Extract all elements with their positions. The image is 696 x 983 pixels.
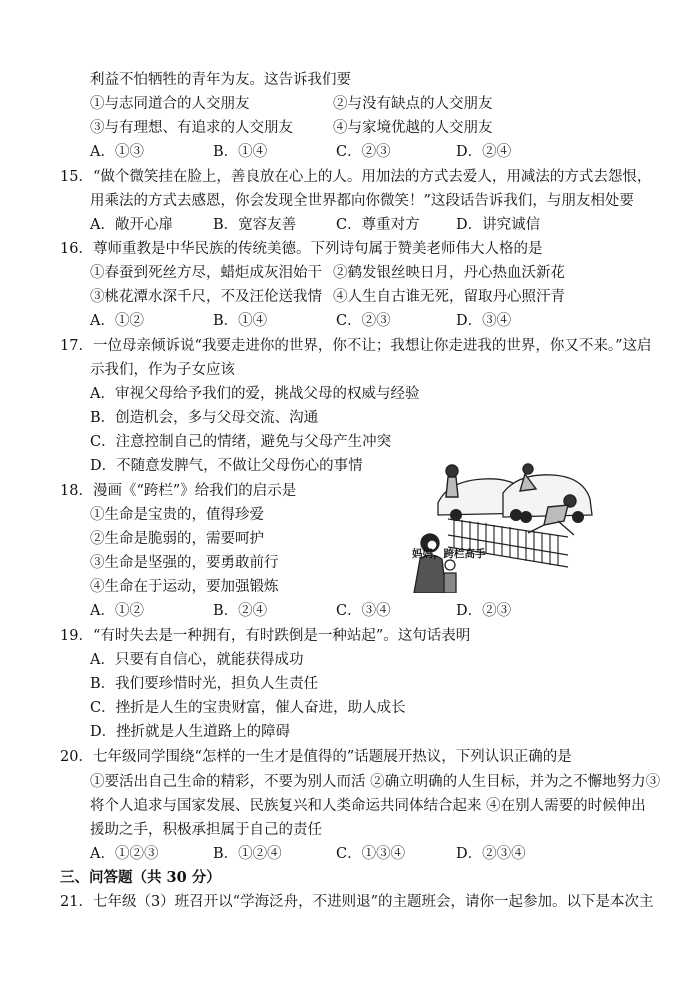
q14-item-3: ③与有理想、有追求的人交朋友 [90, 120, 293, 136]
q18-option-a[interactable]: A．①② [90, 603, 144, 619]
q14-tail: 利益不怕牺牲的青年为友。这告诉我们要 [90, 72, 351, 88]
q18-option-c[interactable]: C．③④ [336, 603, 391, 619]
q15-stem-line-1: 15．“做个微笑挂在脸上，善良放在心上的人。用加法的方式去爱人，用减法的方式去怨恨， [60, 169, 652, 185]
q18-option-b[interactable]: B．②④ [213, 603, 268, 619]
q17-stem-line-1: 17．一位母亲倾诉说“我要走进你的世界，你不让；我想让你走进我的世界，你又不来。”这启 [60, 338, 652, 354]
q20-stem: 20．七年级同学围绕“怎样的一生才是值得的”话题展开热议，下列认识正确的是 [60, 749, 572, 765]
comic-drawing [408, 463, 598, 593]
q15-option-b[interactable]: B．宽容友善 [213, 217, 297, 233]
q14-item-4: ④与家境优越的人交朋友 [333, 120, 493, 136]
q14-option-d[interactable]: D．②④ [456, 144, 512, 160]
q16-option-a[interactable]: A．①② [90, 313, 144, 329]
q18-stem: 18．漫画《“跨栏”》给我们的启示是 [60, 483, 297, 499]
q14-option-a[interactable]: A．①③ [90, 144, 144, 160]
q14-option-c[interactable]: C．②③ [336, 144, 391, 160]
q16-option-c[interactable]: C．②③ [336, 313, 391, 329]
q20-option-c[interactable]: C．①③④ [336, 846, 406, 862]
q15-option-a[interactable]: A．敞开心扉 [90, 217, 173, 233]
q15-stem-line-2: 用乘法的方式去感恩，你会发现全世界都向你微笑！”这段话告诉我们，与朋友相处要 [90, 193, 634, 209]
q19-option-c[interactable]: C．挫折是人生的宝贵财富，催人奋进，助人成长 [90, 700, 406, 716]
q16-option-d[interactable]: D．③④ [456, 313, 512, 329]
q16-item-3: ③桃花潭水深千尺，不及汪伦送我情 [90, 289, 322, 305]
q20-body-line-2: 将个人追求与国家发展、民族复兴和人类命运共同体结合起来 ④在别人需要的时候伸出 [90, 798, 646, 814]
q20-body-line-1: ①要活出自己生命的精彩，不要为别人而活 ②确立明确的人生目标，并为之不懈地努力③ [90, 774, 661, 790]
q16-item-1: ①春蚕到死丝方尽，蜡炬成灰泪始干 [90, 265, 322, 281]
q16-item-4: ④人生自古谁无死，留取丹心照汗青 [333, 289, 565, 305]
q20-body-line-3: 援助之手，积极承担属于自己的责任 [90, 822, 322, 838]
q19-option-a[interactable]: A．只要有自信心，就能获得成功 [90, 652, 304, 668]
q20-option-d[interactable]: D．②③④ [456, 846, 526, 862]
q21-stem-line-1: 21．七年级（3）班召开以“学海泛舟，不进则退”的主题班会，请你一起参加。以下是本次主 [60, 894, 654, 910]
q18-item-1: ①生命是宝贵的，值得珍爱 [90, 507, 264, 523]
q19-option-b[interactable]: B．我们要珍惜时光，担负人生责任 [90, 676, 319, 692]
q17-option-c[interactable]: C．注意控制自己的情绪，避免与父母产生冲突 [90, 434, 392, 450]
q18-item-2: ②生命是脆弱的，需要呵护 [90, 531, 264, 547]
q19-stem: 19．“有时失去是一种拥有，有时跌倒是一种站起”。这句话表明 [60, 628, 471, 644]
q17-stem-line-2: 示我们，作为子女应该 [90, 362, 235, 378]
q16-stem: 16．尊师重教是中华民族的传统美德。下列诗句属于赞美老师伟大人格的是 [60, 241, 543, 257]
q18-option-d[interactable]: D．②③ [456, 603, 512, 619]
q20-option-b[interactable]: B．①②④ [213, 846, 282, 862]
q17-option-a[interactable]: A．审视父母给予我们的爱，挑战父母的权威与经验 [90, 386, 420, 402]
q14-item-1: ①与志同道合的人交朋友 [90, 96, 250, 112]
q15-option-d[interactable]: D．讲究诚信 [456, 217, 541, 233]
q18-item-4: ④生命在于运动，要加强锻炼 [90, 579, 279, 595]
q18-item-3: ③生命是坚强的，要勇敢前行 [90, 555, 279, 571]
q14-item-2: ②与没有缺点的人交朋友 [333, 96, 493, 112]
comic-caption: 妈妈，跨栏高手 [412, 548, 486, 560]
hurdle-comic-illustration [408, 463, 598, 593]
q17-option-d[interactable]: D．不随意发脾气，不做让父母伤心的事情 [90, 458, 363, 474]
section-heading: 三、问答题（共 30 分） [60, 869, 221, 886]
q16-item-2: ②鹤发银丝映日月，丹心热血沃新花 [333, 265, 565, 281]
q17-option-b[interactable]: B．创造机会，多与父母交流、沟通 [90, 410, 319, 426]
q19-option-d[interactable]: D．挫折就是人生道路上的障碍 [90, 724, 291, 740]
q20-option-a[interactable]: A．①②③ [90, 846, 159, 862]
q16-option-b[interactable]: B．①④ [213, 313, 268, 329]
q15-option-c[interactable]: C．尊重对方 [336, 217, 420, 233]
q14-option-b[interactable]: B．①④ [213, 144, 268, 160]
